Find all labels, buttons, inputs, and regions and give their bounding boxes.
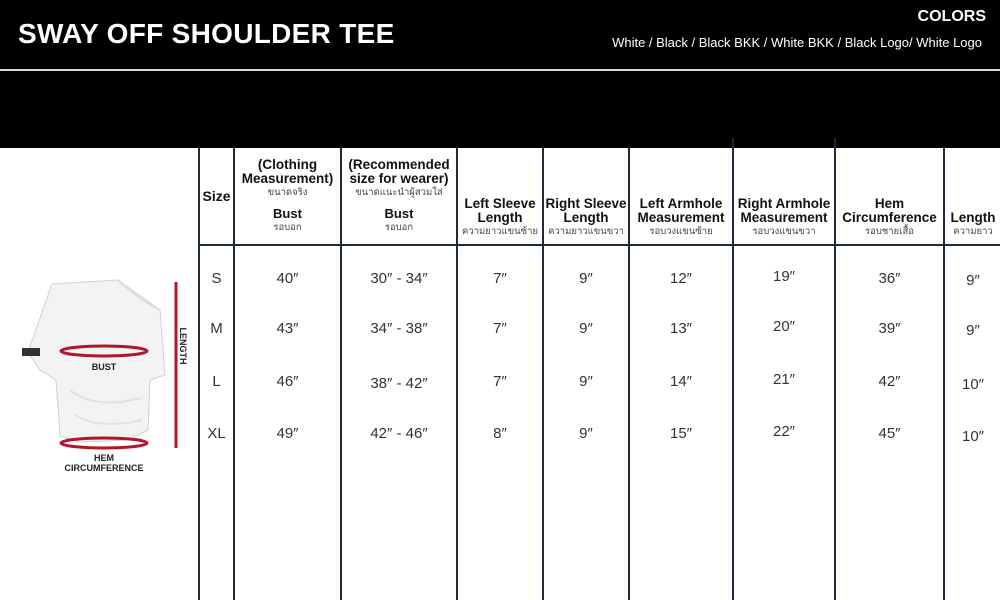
header-hem-label: Hem Circumference [842,196,937,225]
header-clothing-sub: Bust [273,206,302,221]
cell-length: 9″ [966,272,980,289]
bust-label: BUST [91,362,117,372]
cell-left-armhole: 15″ [670,425,692,442]
header-length-thai: ความยาว [953,226,993,237]
header-left-armhole-label: Left Armhole Measurement [637,196,725,225]
cell-left-armhole: 14″ [670,373,692,390]
header-rec-sub-thai: รอบอก [384,222,414,233]
header-right-sleeve-label: Right Sleeve Length [545,196,627,225]
header-rec-sub: Bust [384,206,414,221]
cell-length: 10″ [962,428,984,445]
header-hem-circumference [836,150,943,242]
cell-left-sleeve: 8″ [493,425,507,442]
header-right-armhole-label: Right Armhole Measurement [737,196,831,225]
header-right-sleeve [544,150,628,242]
cell-bust: 43″ [276,320,299,337]
tshirt-illustration [0,270,200,490]
header-length [945,150,1000,242]
cell-left-armhole: 13″ [670,320,692,337]
cell-right-sleeve: 9″ [579,270,593,287]
cell-size: S [211,270,222,287]
header-left-armhole [630,150,732,242]
cell-bust: 49″ [276,425,299,442]
cell-right-armhole: 19″ [773,268,795,285]
cell-hem: 36″ [878,270,901,287]
header-banner [0,0,1000,148]
header-left-armhole-thai: รอบวงแขนซ้าย [649,226,713,237]
header-left-sleeve [458,150,542,242]
header-rec-thai: ขนาดแนะนำผู้สวมใส่ [355,187,443,198]
header-row-divider [198,244,1000,246]
header-clothing-thai: ขนาดจริง [267,187,308,198]
cell-right-sleeve: 9″ [579,373,593,390]
header-hem-thai: รอบชายเสื้อ [865,226,914,237]
header-rec-title: (Recommended size for wearer) [348,157,450,186]
cell-bust: 40″ [276,270,299,287]
cell-hem: 42″ [878,373,901,390]
colors-list: White / Black / Black BKK / White BKK / Black Logo/ White Logo [612,35,982,50]
cell-right-armhole: 20″ [773,318,795,335]
cell-hem: 45″ [878,425,901,442]
header-divider [0,69,1000,71]
cell-left-sleeve: 7″ [493,373,507,390]
cell-left-armhole: 12″ [670,270,692,287]
cell-recommended: 38″ - 42″ [370,375,428,392]
header-right-armhole [734,150,834,242]
header-right-armhole-thai: รอบวงแขนขวา [752,226,816,237]
cell-recommended: 34″ - 38″ [370,320,428,337]
cell-right-sleeve: 9″ [579,320,593,337]
cell-left-sleeve: 7″ [493,270,507,287]
cell-recommended: 42″ - 46″ [370,425,428,442]
cell-size: M [210,320,223,337]
colors-heading: COLORS [917,8,986,25]
hem-label: HEM [94,453,114,463]
length-label: LENGTH [178,327,188,365]
cell-bust: 46″ [276,373,299,390]
cell-left-sleeve: 7″ [493,320,507,337]
header-clothing-sub-thai: รอบอก [273,222,302,233]
cell-length: 9″ [966,322,980,339]
header-left-sleeve-label: Left Sleeve Length [464,196,536,225]
header-clothing-measurement [235,150,340,242]
cell-right-armhole: 21″ [773,371,795,388]
header-left-sleeve-thai: ความยาวแขนซ้าย [462,226,538,237]
header-right-sleeve-thai: ความยาวแขนขวา [548,226,624,237]
header-recommended-size [342,150,456,242]
cell-size: L [212,373,221,390]
shirt-diagram [0,270,200,490]
cell-size: XL [207,425,226,442]
header-size [200,150,233,242]
header-size-label: Size [202,188,231,204]
product-title: SWAY OFF SHOULDER TEE [18,18,395,49]
cell-length: 10″ [962,376,984,393]
cell-right-sleeve: 9″ [579,425,593,442]
cell-right-armhole: 22″ [773,423,795,440]
cell-hem: 39″ [878,320,901,337]
header-length-label: Length [950,210,996,225]
hem-label-2: CIRCUMFERENCE [64,463,144,473]
header-clothing-title: (Clothing Measurement) [241,157,334,186]
cell-recommended: 30″ - 34″ [370,270,428,287]
